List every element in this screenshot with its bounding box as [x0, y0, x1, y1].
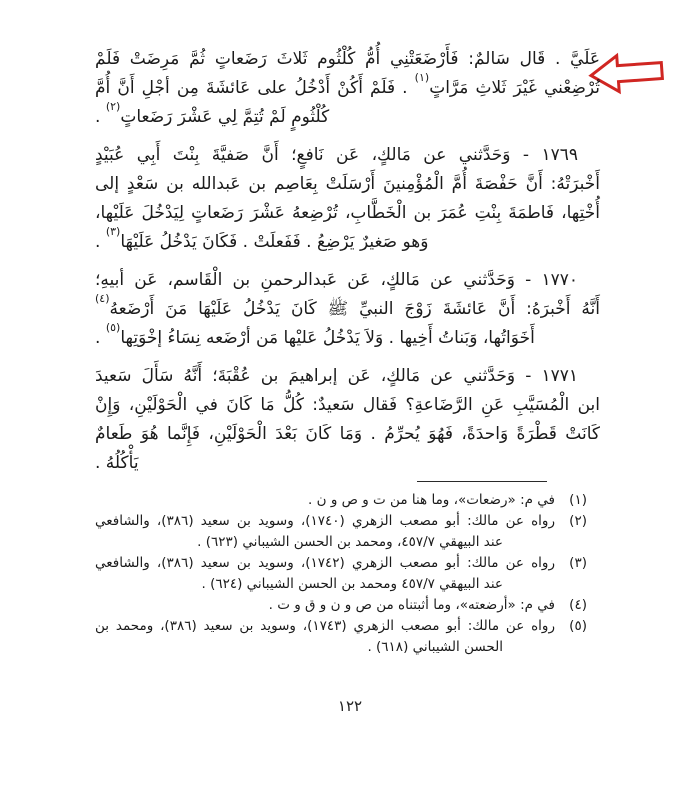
footnote-line: عند البيهقي ٤٥٧/٧ ومحمد بن الحسن الشيباني (٦٢٤) .: [201, 576, 503, 592]
main-text-block: [95, 45, 600, 487]
text-line: أَخَوَاتُها، وَبَناتُ أَخِيها . وَلاَ يَدْخُلُ عَليْها مَن أرْضَعه نِسَاءُ إخْوَتِها$^{(٥)}$ .: [95, 321, 535, 348]
page-number: ١٢٢: [337, 697, 363, 715]
footnote-number: (٢): [569, 513, 587, 529]
text-line: أُخْتِها، فَاطمَةَ بِنْتِ عُمَرَ بن الْخَطَّابِ، تُرْضِعهُ عَشْرَ رَضَعاتٍ لِيَدْخُلَ عَلَيْها،: [95, 203, 600, 223]
footnote-text: [95, 511, 555, 553]
text-line: ابن الْمُسَيَّبِ عَنِ الرَّضَاعةِ؟ فَقال سَعيدٌ: كُلُّ مَا كَانَ في الْحَوْلَيْنِ، وَإِنْ: [95, 395, 600, 415]
footnote-item: [95, 490, 587, 511]
footnote-item: [95, 511, 587, 553]
footnote-item: [95, 616, 587, 658]
text-line: أَنَّهُ أَخْبرَهُ: أَنَّ عَائشَةَ زَوْجَ النبيِّ ﷺ كَانَ يَدْخُلُ عَلَيْهَا مَنَ أَرْضَعهُ$^{(٤)}$: [95, 292, 600, 319]
footnote-ref: (٥): [105, 321, 121, 335]
footnote-number: (٥): [569, 618, 587, 634]
left-arrow-shape: [590, 53, 663, 94]
text-line: كُلْثُومٍ لَمْ تُتِمَّ لِي عَشْرَ رَضَعاتٍ$^{(٢)}$ .: [95, 100, 330, 127]
hadith-paragraph: [95, 362, 600, 478]
text-line: وَهو صَغيرٌ يَرْضِعُ . فَفَعلَتْ . فَكَانَ يَدْخُلُ عَلَيْهَا$^{(٣)}$ .: [95, 225, 429, 252]
text-line: عَلَيَّ . قَال سَالمٌ: فَأَرْضَعَتْنِي أُمُّ كُلْثُوم ثَلاثَ رَضَعاتٍ ثُمَّ مَرِضَتْ فَلَمْ: [95, 49, 600, 69]
footnote-ref: (١): [414, 71, 430, 85]
footnote-line: رواه عن مالك: أبو مصعب الزهري (١٧٤٢)، وسويد بن سعيد (٣٨٦)، والشافعي: [95, 555, 555, 571]
text-line: أَخْبرَتْهُ: أَنَّ حَفْصَةَ أُمَّ الْمُؤْمِنينَ أَرْسَلَتْ بِعَاصِم بن عَبدالله بن سَعْدٍ إلى: [95, 174, 600, 194]
footnote-text: [95, 490, 555, 511]
footnote-number: (١): [569, 492, 587, 508]
footnote-ref: (٣): [105, 225, 121, 239]
text-line: ١٧٧١ - وَحَدَّثني عن مَالكٍ، عَن إبراهيمَ بن عُقْبَةَ؛ أَنَّهُ سَأَلَ سَعيدَ: [95, 366, 578, 386]
footnote-line: في م: «أرضعته»، وما أثبتناه من ص و ن و ق و ت .: [268, 597, 555, 613]
hadith-paragraph: [95, 45, 600, 132]
footnote-number: (٣): [569, 555, 587, 571]
footnote-ref: (٢): [105, 100, 121, 114]
footnote-text: [95, 616, 555, 658]
text-line: تُرْضِعْني غَيْرَ ثَلاثِ مَرَّاتٍ$^{(١)}$ . فَلَمْ أَكُنْ أَدْخُلُ على عَائشَةَ مِن أجْلِ أَنَّ أُمَّ: [95, 71, 600, 98]
footnote-number: (٤): [569, 597, 587, 613]
footnote-separator: [417, 481, 547, 482]
text-line: ١٧٧٠ - وَحَدَّثني عن مَالكٍ، عَن عَبدالرحمنِ بن الْقَاسم، عَن أبيهِ؛: [95, 270, 578, 290]
footnote-line: في م: «رضعات»، وما هنا من ت و ص و ن .: [308, 492, 555, 508]
footnote-item: [95, 553, 587, 595]
text-line: ١٧٦٩ - وَحَدَّثني عن مَالكٍ، عَن نَافعٍ؛ أَنَّ صَفيَّةَ بِنْتَ أَبِي عُبَيْدٍ: [95, 145, 578, 165]
footnotes-block: [95, 490, 587, 658]
text-line: يَأْكُلُهُ .: [95, 453, 139, 473]
text-line: كَانَتْ قَطْرَةً وَاحدَةً، فَهُوَ يُحرِّمُ . وَمَا كَانَ بَعْدَ الْحَوْلَيْنِ، فَإِنَّما هُوَ طَعامٌ: [95, 424, 600, 444]
hadith-paragraph: [95, 141, 600, 257]
footnote-text: [95, 595, 555, 616]
hadith-paragraph: [95, 266, 600, 353]
footnote-item: [95, 595, 587, 616]
footnote-line: رواه عن مالك: أبو مصعب الزهري (١٧٤٠)، وسويد بن سعيد (٣٨٦)، والشافعي: [95, 513, 555, 529]
footnote-ref: (٤): [95, 292, 110, 306]
footnote-line: الحسن الشيباني (٦١٨) .: [367, 639, 503, 655]
footnote-line: عند البيهقي ٤٥٧/٧، ومحمد بن الحسن الشيباني (٦٢٣) .: [197, 534, 503, 550]
footnote-line: رواه عن مالك: أبو مصعب الزهري (١٧٤٣)، وسويد بن سعيد (٣٨٦)، ومحمد بن: [95, 618, 555, 634]
footnote-text: [95, 553, 555, 595]
